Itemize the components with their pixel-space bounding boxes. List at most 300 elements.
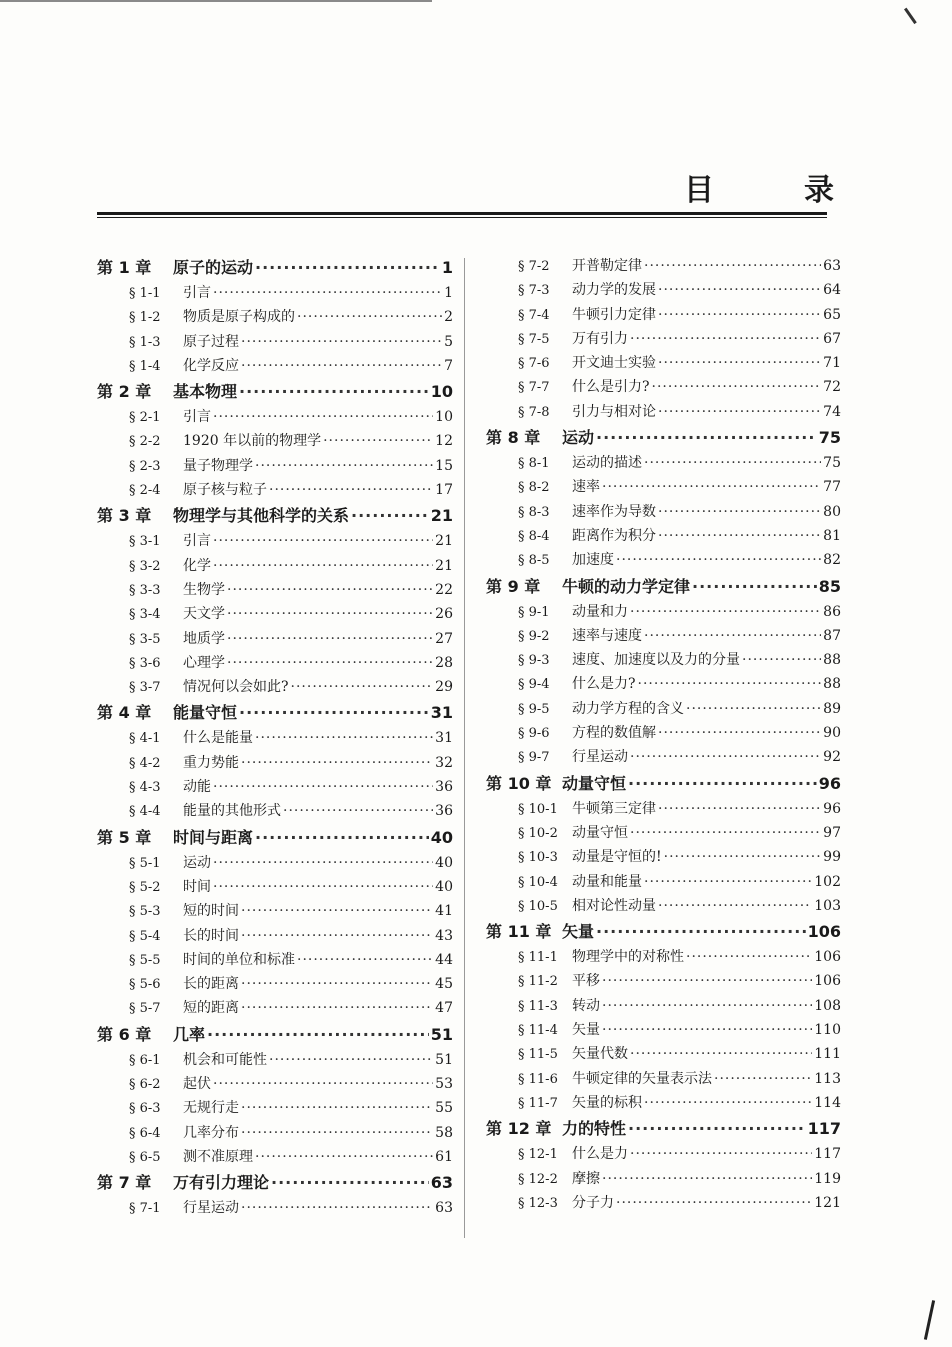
toc-chapter-entry — [97, 502, 453, 529]
chapter-number: 第 2 章 — [97, 382, 152, 402]
leader-dots — [596, 424, 817, 451]
leader-dots — [602, 475, 821, 499]
leader-dots — [628, 770, 817, 797]
leader-dots — [297, 948, 433, 972]
page-number: 31 — [435, 730, 453, 747]
section-title: 重力势能 — [183, 754, 239, 771]
leader-dots — [255, 1145, 433, 1169]
section-title: 时间的单位和标准 — [183, 951, 295, 968]
page-number: 106 — [814, 973, 841, 990]
leader-dots — [227, 627, 433, 651]
toc-section-entry — [486, 1091, 841, 1115]
chapter-number: 第 7 章 — [97, 1173, 152, 1193]
section-number: § 7-8 — [518, 404, 550, 420]
section-number: § 11-3 — [518, 998, 558, 1014]
toc-section-entry — [486, 303, 841, 327]
section-title: 什么是能量 — [183, 730, 253, 747]
section-title: 行星运动 — [572, 749, 628, 766]
chapter-title: 物理学与其他科学的关系 — [173, 506, 350, 526]
leader-dots — [351, 502, 429, 529]
page-number: 110 — [814, 1022, 841, 1039]
page-number: 119 — [814, 1170, 841, 1187]
leader-dots — [239, 378, 429, 405]
section-number: § 6-3 — [129, 1101, 161, 1117]
toc-section-entry — [486, 945, 841, 969]
leader-dots — [241, 996, 433, 1020]
section-title: 平移 — [572, 973, 600, 990]
leader-dots — [255, 454, 433, 478]
chapter-title: 原子的运动 — [173, 258, 254, 277]
page-number: 113 — [814, 1070, 841, 1087]
section-title: 动能 — [183, 779, 211, 796]
section-title: 牛顿第三定律 — [572, 800, 656, 817]
section-title: 牛顿定律的矢量表示法 — [572, 1070, 712, 1087]
page-number: 32 — [435, 754, 453, 771]
page-number: 97 — [823, 824, 841, 841]
toc-section-entry — [486, 894, 841, 918]
chapter-number: 第 8 章 — [486, 428, 541, 448]
page-number: 43 — [435, 927, 453, 944]
toc-section-entry — [97, 529, 453, 553]
section-title: 运动 — [183, 854, 211, 871]
section-number: § 11-2 — [518, 974, 558, 990]
chapter-title: 矢量 — [562, 922, 595, 942]
leader-dots — [658, 500, 821, 524]
leader-dots — [658, 894, 812, 918]
section-number: § 9-5 — [518, 701, 550, 717]
chapter-number: 第 4 章 — [97, 703, 152, 723]
section-number: § 7-6 — [518, 356, 550, 372]
page-number: 12 — [435, 433, 453, 450]
section-number: § 6-4 — [129, 1125, 161, 1141]
page-number: 71 — [823, 355, 841, 372]
toc-section-entry — [97, 751, 453, 775]
leader-dots — [213, 281, 442, 305]
toc-section-entry — [97, 775, 453, 799]
page-number: 111 — [814, 1046, 841, 1063]
page-number: 96 — [818, 773, 841, 793]
section-title: 化学反应 — [183, 357, 239, 374]
page-number: 61 — [435, 1148, 453, 1165]
section-title: 物质是原子构成的 — [183, 309, 295, 326]
toc-section-entry — [97, 602, 453, 626]
toc-section-entry — [486, 600, 841, 624]
toc-section-entry — [97, 726, 453, 750]
toc-section-entry — [97, 429, 453, 453]
page-number: 21 — [430, 506, 453, 526]
leader-dots — [644, 624, 821, 648]
leader-dots — [596, 918, 806, 945]
section-title: 时间 — [183, 878, 211, 895]
section-number: § 2-4 — [129, 483, 161, 499]
page-number: 117 — [807, 1119, 841, 1139]
title-rule-thin — [97, 217, 827, 218]
toc-section-entry — [486, 524, 841, 548]
section-number: § 7-4 — [518, 307, 550, 323]
page-number: 90 — [823, 725, 841, 742]
page-number: 80 — [823, 503, 841, 520]
leader-dots — [227, 602, 433, 626]
page-number: 92 — [823, 749, 841, 766]
section-number: § 9-2 — [518, 628, 550, 644]
page-number: 41 — [435, 903, 453, 920]
section-number: § 12-1 — [518, 1147, 558, 1163]
toc-chapter-entry — [486, 424, 841, 451]
toc-section-entry — [97, 1096, 453, 1120]
section-number: § 2-1 — [129, 410, 161, 426]
section-number: § 8-1 — [518, 456, 550, 472]
page-number: 103 — [814, 897, 841, 914]
section-number: § 7-5 — [518, 331, 550, 347]
section-number: § 5-7 — [129, 1001, 161, 1017]
section-title: 转动 — [572, 997, 600, 1014]
leader-dots — [714, 1067, 812, 1091]
section-title: 引言 — [183, 285, 211, 301]
section-number: § 5-3 — [129, 904, 161, 920]
toc-section-entry — [486, 1191, 841, 1215]
section-title: 引力与相对论 — [572, 403, 656, 420]
section-title: 引言 — [183, 409, 211, 426]
page-number: 1 — [444, 285, 453, 301]
toc-chapter-entry — [97, 1169, 453, 1196]
leader-dots — [213, 1072, 433, 1096]
section-title: 量子物理学 — [183, 457, 253, 474]
page-number: 89 — [823, 700, 841, 717]
section-title: 动量和能量 — [572, 873, 642, 890]
section-title: 原子核与粒子 — [183, 482, 267, 499]
toc-section-entry — [97, 972, 453, 996]
section-number: § 9-7 — [518, 750, 550, 766]
chapter-title: 牛顿的动力学定律 — [562, 576, 691, 596]
toc-chapter-entry — [97, 1021, 453, 1048]
scan-mark-bottom-right — [924, 1300, 935, 1340]
leader-dots — [241, 972, 433, 996]
section-title: 运动的描述 — [572, 455, 642, 472]
page-number: 65 — [823, 306, 841, 323]
toc-section-entry — [97, 948, 453, 972]
leader-dots — [602, 1018, 812, 1042]
chapter-title: 动量守恒 — [562, 773, 627, 793]
section-title: 地质学 — [183, 630, 225, 647]
column-divider — [464, 258, 465, 1238]
toc-section-entry — [486, 451, 841, 475]
page-number: 67 — [823, 330, 841, 347]
leader-dots — [658, 524, 821, 548]
toc-section-entry — [486, 697, 841, 721]
page-number: 40 — [430, 827, 453, 847]
section-number: § 11-4 — [518, 1023, 558, 1039]
section-title: 牛顿引力定律 — [572, 306, 656, 323]
section-title: 什么是力? — [572, 676, 636, 693]
section-number: § 4-3 — [129, 780, 161, 796]
page-number: 47 — [435, 1000, 453, 1017]
section-number: § 9-1 — [518, 604, 550, 620]
section-number: § 8-4 — [518, 528, 550, 544]
page-number: 102 — [814, 873, 841, 890]
leader-dots — [630, 1042, 812, 1066]
section-title: 无规行走 — [183, 1100, 239, 1117]
section-title: 1920 年以前的物理学 — [183, 433, 322, 450]
section-title: 矢量代数 — [572, 1046, 628, 1063]
leader-dots — [213, 554, 433, 578]
toc-section-entry — [486, 745, 841, 769]
toc-section-entry — [486, 548, 841, 572]
section-title: 物理学中的对称性 — [572, 949, 684, 966]
leader-dots — [213, 529, 433, 553]
page-number: 114 — [814, 1094, 841, 1111]
section-title: 原子过程 — [183, 333, 239, 350]
leader-dots — [241, 1096, 433, 1120]
toc-section-entry — [97, 996, 453, 1020]
leader-dots — [630, 600, 821, 624]
leader-dots — [630, 327, 821, 351]
section-title: 分子力 — [572, 1194, 614, 1211]
toc-section-entry — [97, 478, 453, 502]
section-title: 长的时间 — [183, 927, 239, 944]
page-number: 53 — [435, 1076, 453, 1093]
leader-dots — [602, 994, 812, 1018]
page-number: 86 — [823, 603, 841, 620]
page-number: 51 — [435, 1051, 453, 1068]
section-number: § 11-5 — [518, 1047, 558, 1063]
toc-section-entry — [97, 578, 453, 602]
section-number: § 3-7 — [129, 680, 161, 696]
chapter-title: 时间与距离 — [173, 827, 254, 847]
section-title: 机会和可能性 — [183, 1051, 267, 1068]
page-number: 117 — [814, 1146, 841, 1163]
toc-section-entry — [486, 648, 841, 672]
toc-left-column — [97, 254, 453, 1221]
leader-dots — [630, 745, 821, 769]
leader-dots — [644, 254, 821, 278]
scan-edge-line — [0, 0, 432, 2]
section-number: § 5-4 — [129, 928, 161, 944]
section-number: § 4-4 — [129, 804, 161, 820]
toc-section-entry — [97, 281, 453, 305]
page-number: 22 — [435, 581, 453, 598]
leader-dots — [644, 1091, 812, 1115]
leader-dots — [213, 775, 433, 799]
chapter-number: 第 11 章 — [486, 922, 552, 942]
toc-section-entry — [97, 1145, 453, 1169]
section-title: 动量和力 — [572, 603, 628, 620]
leader-dots — [644, 870, 812, 894]
leader-dots — [323, 429, 433, 453]
section-number: § 1-3 — [129, 334, 161, 350]
section-number: § 11-7 — [518, 1095, 558, 1111]
section-title: 开普勒定律 — [572, 258, 642, 274]
section-number: § 6-2 — [129, 1077, 161, 1093]
toc-section-entry — [97, 454, 453, 478]
section-number: § 7-3 — [518, 283, 550, 299]
toc-section-entry — [97, 405, 453, 429]
toc-chapter-entry — [486, 918, 841, 945]
leader-dots — [255, 726, 433, 750]
toc-section-entry — [97, 554, 453, 578]
page-number: 51 — [430, 1024, 453, 1044]
section-number: § 3-3 — [129, 582, 161, 598]
leader-dots — [630, 1142, 812, 1166]
leader-dots — [686, 697, 821, 721]
section-number: § 6-1 — [129, 1052, 161, 1068]
toc-section-entry — [486, 327, 841, 351]
section-title: 测不准原理 — [183, 1148, 253, 1165]
leader-dots — [283, 799, 433, 823]
chapter-number: 第 12 章 — [486, 1119, 552, 1139]
page-number: 88 — [823, 652, 841, 669]
section-number: § 9-6 — [518, 726, 550, 742]
section-title: 长的距离 — [183, 976, 239, 993]
toc-chapter-entry — [97, 254, 453, 281]
toc-chapter-entry — [486, 770, 841, 797]
toc-section-entry — [97, 354, 453, 378]
page-number: 63 — [430, 1173, 453, 1193]
page-number: 45 — [435, 976, 453, 993]
section-number: § 8-3 — [518, 504, 550, 520]
section-title: 引言 — [183, 533, 211, 550]
chapter-title: 能量守恒 — [173, 703, 238, 723]
toc-section-entry — [486, 624, 841, 648]
section-number: § 1-4 — [129, 358, 161, 374]
chapter-title: 基本物理 — [173, 382, 238, 402]
leader-dots — [213, 875, 433, 899]
section-title: 情况何以会如此? — [183, 679, 289, 696]
section-number: § 5-5 — [129, 952, 161, 968]
page-number: 77 — [823, 479, 841, 496]
page-number: 5 — [444, 333, 453, 350]
toc-section-entry — [486, 351, 841, 375]
section-number: § 11-1 — [518, 950, 558, 966]
section-title: 摩擦 — [572, 1170, 600, 1187]
leader-dots — [644, 451, 821, 475]
chapter-number: 第 1 章 — [97, 258, 152, 277]
toc-section-entry — [486, 821, 841, 845]
leader-dots — [658, 303, 821, 327]
toc-section-entry — [486, 500, 841, 524]
page-number: 2 — [444, 309, 453, 326]
page-number: 1 — [441, 258, 453, 277]
section-title: 什么是力 — [572, 1146, 628, 1163]
toc-section-entry — [97, 627, 453, 651]
section-number: § 6-5 — [129, 1149, 161, 1165]
page-number: 36 — [435, 803, 453, 820]
leader-dots — [742, 648, 821, 672]
page-number: 36 — [435, 779, 453, 796]
toc-section-entry — [486, 254, 841, 278]
page-number: 44 — [435, 951, 453, 968]
leader-dots — [213, 851, 433, 875]
section-title: 加速度 — [572, 552, 614, 569]
page-number: 108 — [814, 997, 841, 1014]
section-number: § 1-2 — [129, 310, 161, 326]
section-title: 距离作为积分 — [572, 527, 656, 544]
leader-dots — [241, 1121, 433, 1145]
section-number: § 7-7 — [518, 380, 550, 396]
page-number: 106 — [807, 922, 841, 942]
chapter-title: 运动 — [562, 428, 595, 448]
page-number: 55 — [435, 1100, 453, 1117]
section-title: 生物学 — [183, 581, 225, 598]
chapter-number: 第 5 章 — [97, 827, 152, 847]
toc-section-entry — [486, 845, 841, 869]
leader-dots — [686, 945, 812, 969]
leader-dots — [227, 578, 433, 602]
leader-dots — [255, 254, 440, 281]
section-title: 行星运动 — [183, 1200, 239, 1217]
leader-dots — [658, 797, 821, 821]
section-title: 动力学方程的含义 — [572, 700, 684, 717]
section-number: § 12-2 — [518, 1171, 558, 1187]
section-number: § 10-2 — [518, 825, 558, 841]
leader-dots — [241, 751, 433, 775]
toc-right-column — [486, 254, 841, 1215]
toc-section-entry — [97, 799, 453, 823]
section-number: § 11-6 — [518, 1071, 558, 1087]
section-number: § 3-2 — [129, 558, 161, 574]
page-number: 87 — [823, 627, 841, 644]
title-char-1: 目 — [684, 173, 714, 208]
section-number: § 2-3 — [129, 458, 161, 474]
title-char-2: 录 — [804, 173, 834, 208]
toc-chapter-entry — [97, 699, 453, 726]
toc-section-entry — [486, 1042, 841, 1066]
leader-dots — [241, 1196, 433, 1220]
toc-section-entry — [97, 330, 453, 354]
section-title: 动力学的发展 — [572, 282, 656, 299]
page-number: 64 — [823, 282, 841, 299]
page-number: 40 — [435, 854, 453, 871]
page-number: 21 — [435, 533, 453, 550]
leader-dots — [664, 845, 822, 869]
toc-section-entry — [97, 924, 453, 948]
toc-chapter-entry — [97, 378, 453, 405]
page-number: 7 — [444, 357, 453, 374]
toc-section-entry — [486, 969, 841, 993]
page-number: 96 — [823, 800, 841, 817]
page-number: 88 — [823, 676, 841, 693]
toc-section-entry — [97, 1072, 453, 1096]
section-title: 速度、加速度以及力的分量 — [572, 652, 740, 669]
chapter-number: 第 3 章 — [97, 506, 152, 526]
toc-section-entry — [486, 797, 841, 821]
page-number: 85 — [818, 576, 841, 596]
section-number: § 4-1 — [129, 731, 161, 747]
section-number: § 8-5 — [518, 553, 550, 569]
section-title: 短的距离 — [183, 1000, 239, 1017]
leader-dots — [255, 824, 429, 851]
toc-section-entry — [486, 1018, 841, 1042]
toc-section-entry — [486, 375, 841, 399]
toc-section-entry — [486, 1167, 841, 1191]
section-title: 万有引力 — [572, 330, 628, 347]
page-number: 40 — [435, 878, 453, 895]
chapter-title: 几率 — [173, 1024, 206, 1044]
section-number: § 3-1 — [129, 534, 161, 550]
chapter-title: 力的特性 — [562, 1119, 627, 1139]
section-title: 能量的其他形式 — [183, 803, 281, 820]
toc-section-entry — [486, 672, 841, 696]
toc-section-entry — [486, 278, 841, 302]
section-title: 动量守恒 — [572, 824, 628, 841]
toc-section-entry — [486, 870, 841, 894]
leader-dots — [207, 1021, 429, 1048]
toc-section-entry — [97, 875, 453, 899]
chapter-title: 万有引力理论 — [173, 1173, 270, 1193]
section-title: 动量是守恒的! — [572, 849, 662, 866]
section-number: § 2-2 — [129, 434, 161, 450]
section-number: § 3-6 — [129, 655, 161, 671]
leader-dots — [602, 969, 812, 993]
